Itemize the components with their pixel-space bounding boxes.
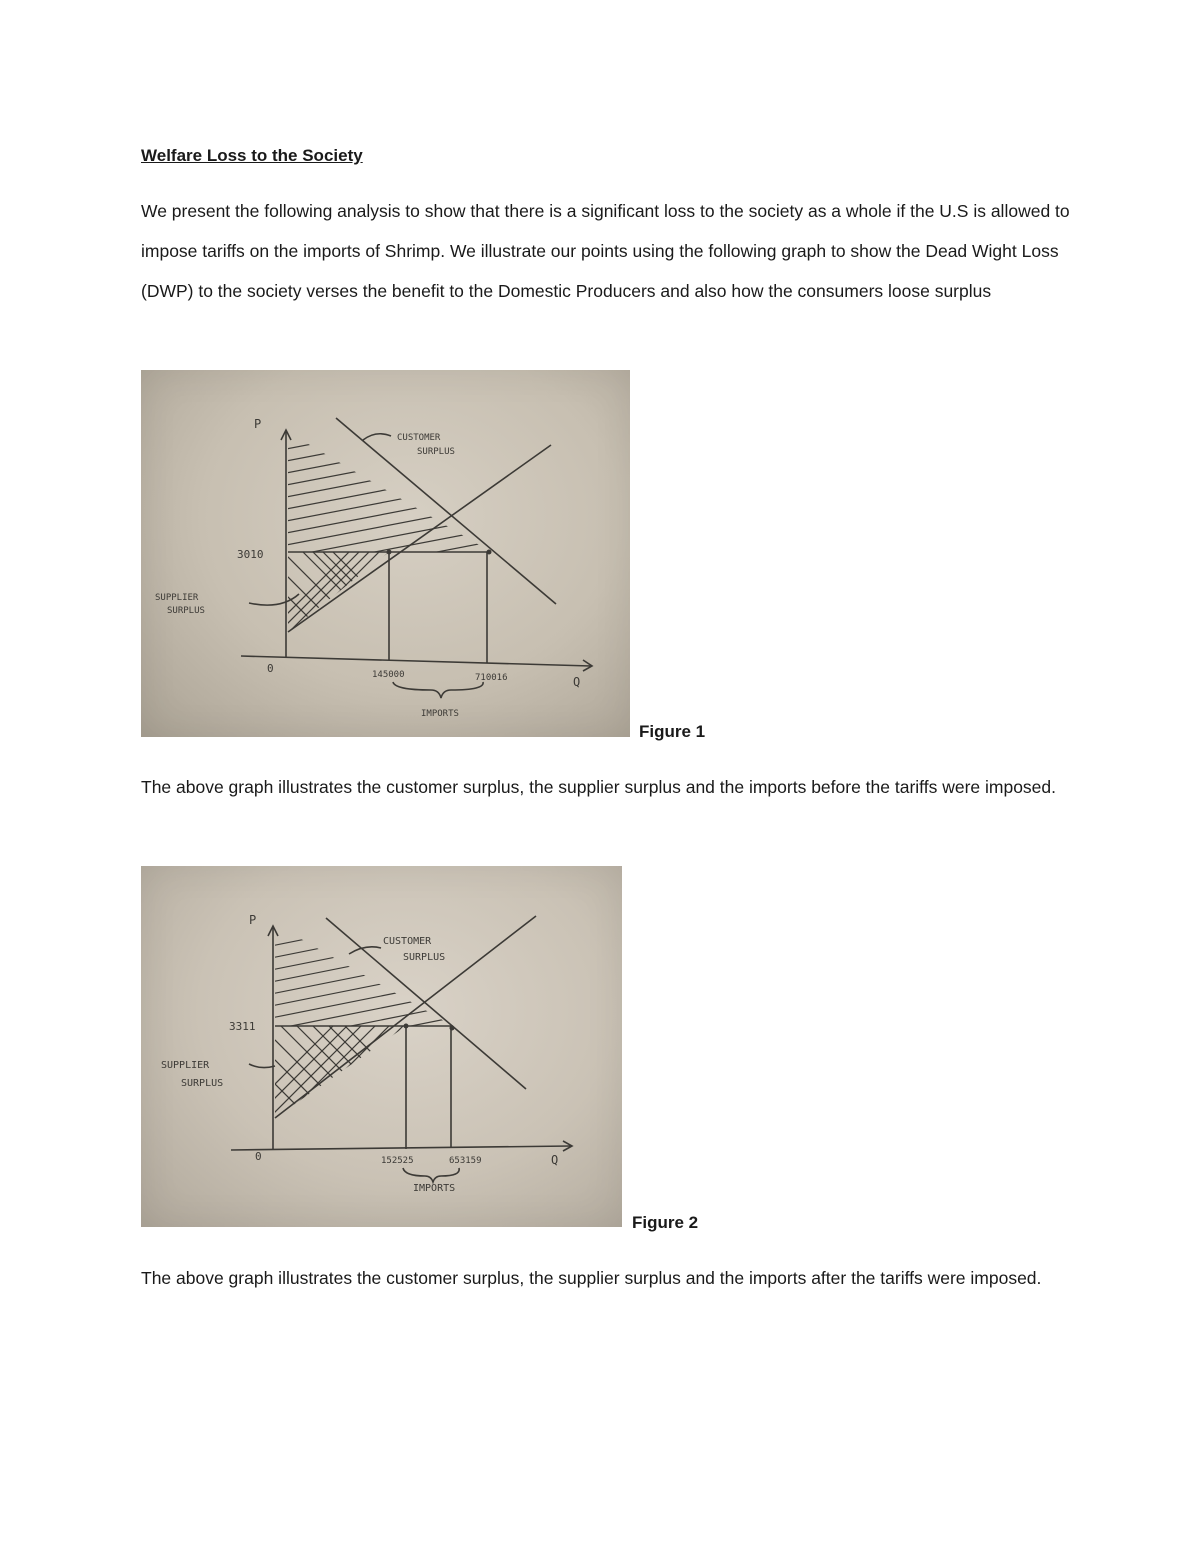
figure-2-description: The above graph illustrates the customer surplus, the supplier surplus and the imports after the tariffs were imposed. [141, 1268, 1042, 1288]
customer-surplus-label-1: CUSTOMER [397, 433, 441, 443]
quantity-label-2: 710016 [475, 673, 508, 683]
supplier-surplus-label-1-2: SUPPLIER [161, 1060, 210, 1071]
imports-label: IMPORTS [421, 709, 459, 719]
imports-label-2: IMPORTS [413, 1183, 456, 1194]
axis-q-label: Q [573, 675, 581, 689]
figure-2-caption: Figure 2 [632, 1213, 699, 1232]
quantity-label-1: 145000 [372, 670, 405, 680]
page-heading: Welfare Loss to the Society [141, 146, 363, 165]
price-label: 3010 [237, 548, 264, 561]
axis-q-label-2: Q [551, 1153, 559, 1167]
customer-surplus-hatch [281, 400, 541, 606]
origin-label-2: 0 [255, 1150, 262, 1163]
imports-brace [393, 682, 483, 698]
customer-surplus-label-2: SURPLUS [417, 447, 455, 457]
supplier-surplus-label-2: SURPLUS [167, 606, 205, 616]
point-domestic-supply [387, 550, 392, 555]
price-label-2: 3311 [229, 1020, 256, 1033]
figure-1-description: The above graph illustrates the customer surplus, the supplier surplus and the imports before the tariffs were imposed. [141, 777, 1057, 797]
imports-brace-2 [403, 1168, 459, 1182]
point-domestic-supply-2 [404, 1024, 409, 1029]
point-demand [487, 550, 492, 555]
supplier-surplus-label-2-2: SURPLUS [181, 1078, 224, 1089]
quantity-label-1-2: 152525 [381, 1156, 414, 1166]
customer-surplus-pointer [363, 434, 391, 440]
quantity-label-2-2: 653159 [449, 1156, 482, 1166]
customer-surplus-label-2-2: SURPLUS [403, 952, 446, 963]
demand-curve [336, 418, 556, 604]
supplier-surplus-label-1: SUPPLIER [155, 593, 199, 603]
figure-1-photo [141, 370, 630, 737]
supply-curve [288, 445, 551, 632]
x-axis-2 [231, 1146, 571, 1150]
intro-paragraph: We present the following analysis to show that there is a significant loss to the society as a whole if the U.S is allowed to impose tariffs on the imports of Shrimp. We illustrate our points using the following graph to show the Dead Wight Loss (DWP) to the society verses the benefit to the Domestic Producers and also how the consumers loose surplus [141, 201, 1070, 301]
figure-2-photo [141, 866, 622, 1227]
figure-1-caption: Figure 1 [639, 722, 706, 741]
point-demand-2 [450, 1026, 455, 1031]
axis-p-label: P [254, 417, 262, 431]
origin-label: 0 [267, 662, 274, 675]
x-axis [241, 656, 591, 666]
supplier-surplus-pointer-2 [249, 1064, 275, 1068]
axis-p-label-2: P [249, 913, 257, 927]
supplier-surplus-pointer [249, 594, 299, 605]
customer-surplus-label-1-2: CUSTOMER [383, 936, 432, 947]
